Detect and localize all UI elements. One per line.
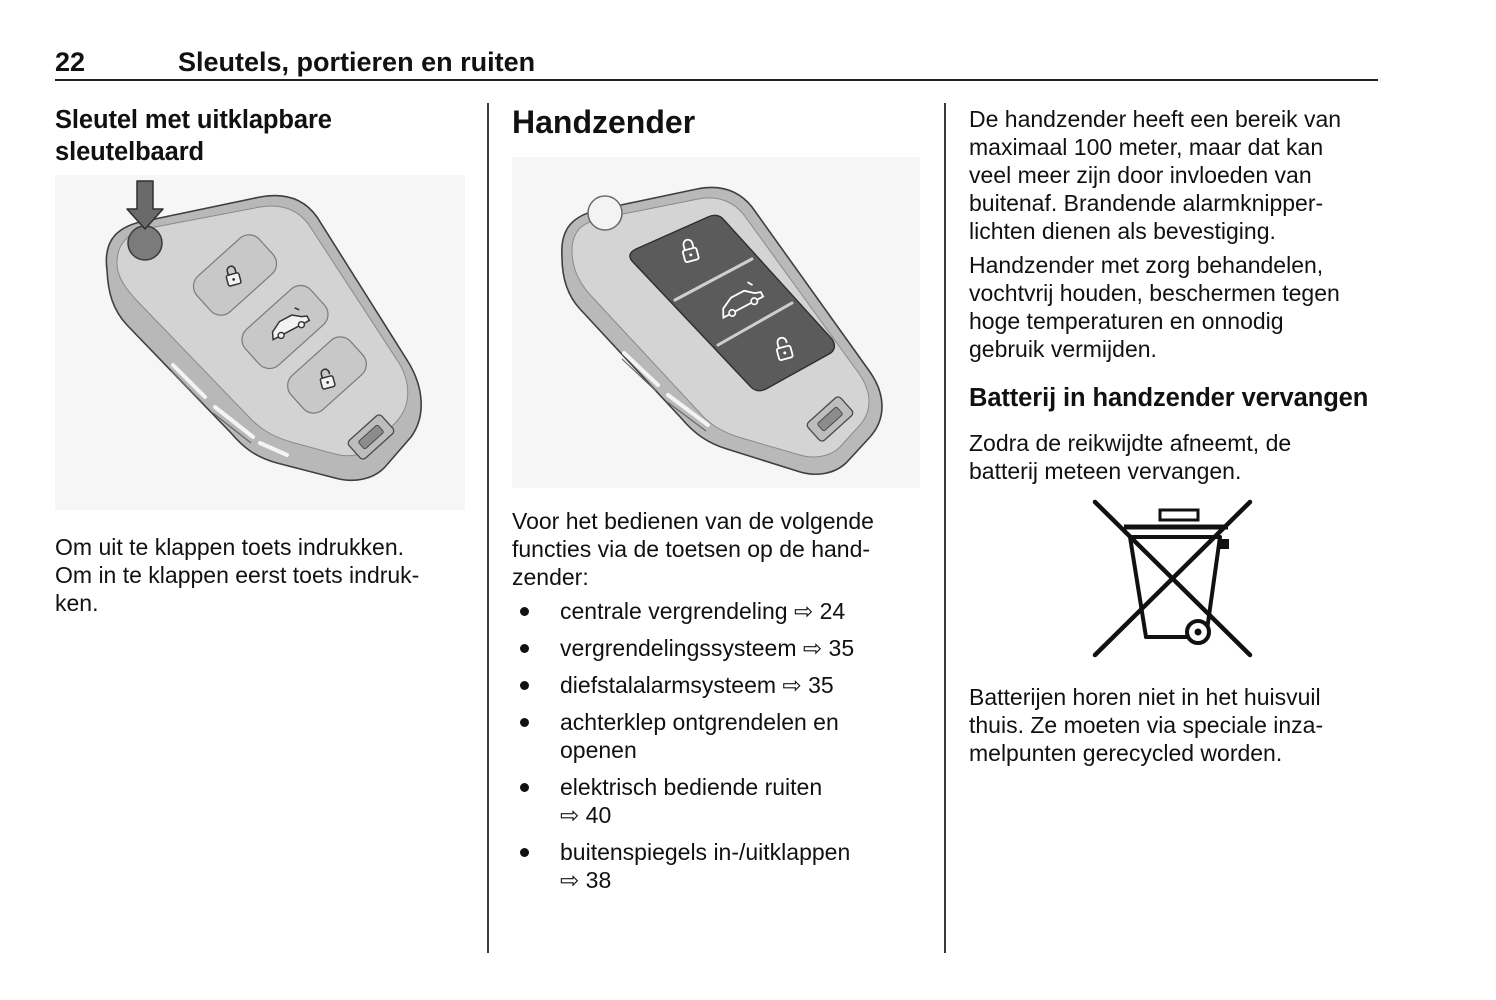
range-paragraph [969,105,1341,245]
paragraph-line: gebruik vermijden. [969,336,1157,362]
list-item [512,708,920,764]
list-item [512,838,920,894]
chapter-title: Sleutels, portieren en ruiten [178,47,536,77]
heading-line: Sleutel met uitklapbare [55,106,332,134]
remote-control-heading: Handzender [512,104,696,140]
paragraph-line: lichten dienen als bevestiging. [969,218,1276,244]
header-rule [55,79,1378,81]
paragraph-line: Om in te klappen eerst toets indruk- [55,562,420,588]
bin-wheel-hub [1195,629,1202,636]
list-item [512,671,920,699]
list-item-text: ⇨ 38 [560,867,612,893]
bin-lid-handle [1160,510,1198,520]
list-item-text: openen [560,737,637,763]
paragraph-line: hoge temperaturen en onnodig [969,308,1284,334]
disposal-paragraph [969,683,1323,767]
list-item-text: diefstalalarmsysteem ⇨ 35 [560,672,834,698]
remote-control-figure [512,157,920,488]
paragraph-line: vochtvrij houden, beschermen tegen [969,280,1340,306]
bullet-icon [520,607,529,616]
folding-key-instructions [55,533,419,617]
functions-list [512,597,920,894]
functions-intro [512,507,874,591]
release-button [588,196,622,230]
list-item-text: vergrendelingssysteem ⇨ 35 [560,635,855,661]
crossed-out-wheelie-bin-icon [1088,497,1258,662]
paragraph-line: melpunten gerecycled worden. [969,740,1283,766]
folding-key-figure [55,175,465,510]
paragraph-line: functies via de toetsen op de hand- [512,536,871,562]
column-divider-left [487,103,489,953]
list-item-text: ⇨ 40 [560,802,612,828]
column-divider-right [944,103,946,953]
paragraph-line: batterij meteen vervangen. [969,458,1242,484]
paragraph-line: Voor het bedienen van de volgende [512,508,874,534]
bullet-icon [520,783,529,792]
list-item [512,597,920,625]
paragraph-line: Om uit te klappen toets indrukken. [55,534,405,560]
release-button [128,226,162,260]
paragraph-line: thuis. Ze moeten via speciale inza- [969,712,1324,738]
list-item-text: buitenspiegels in-/uitklappen [560,839,851,865]
care-paragraph [969,251,1340,363]
battery-paragraph [969,429,1291,485]
list-item [512,634,920,662]
functions-list-container [512,597,920,903]
paragraph-line: buitenaf. Brandende alarmknipper- [969,190,1324,216]
bullet-icon [520,644,529,653]
remote-control-illustration [512,157,920,488]
paragraph-line: De handzender heeft een bereik van [969,106,1342,132]
paragraph-line: Handzender met zorg behandelen, [969,252,1324,278]
folding-key-heading [55,104,332,168]
paragraph-line: maximaal 100 meter, maar dat kan [969,134,1324,160]
paragraph-line: veel meer zijn door invloeden van [969,162,1312,188]
bullet-icon [520,681,529,690]
bullet-icon [520,848,529,857]
heading-line: sleutelbaard [55,138,205,166]
paragraph-line: Batterijen horen niet in het huisvuil [969,684,1321,710]
list-item-text: centrale vergrendeling ⇨ 24 [560,598,846,624]
battery-heading: Batterij in handzender vervangen [969,384,1369,412]
crossed-bin-figure [1088,497,1258,662]
paragraph-line: zender: [512,564,589,590]
bullet-icon [520,718,529,727]
bin-side-handle [1220,539,1229,549]
list-item [512,773,920,829]
list-item-text: achterklep ontgrendelen en [560,709,839,735]
folding-key-illustration [55,175,465,510]
list-item-text: elektrisch bediende ruiten [560,774,823,800]
paragraph-line: ken. [55,590,99,616]
page-number: 22 [55,47,86,77]
paragraph-line: Zodra de reikwijdte afneemt, de [969,430,1292,456]
